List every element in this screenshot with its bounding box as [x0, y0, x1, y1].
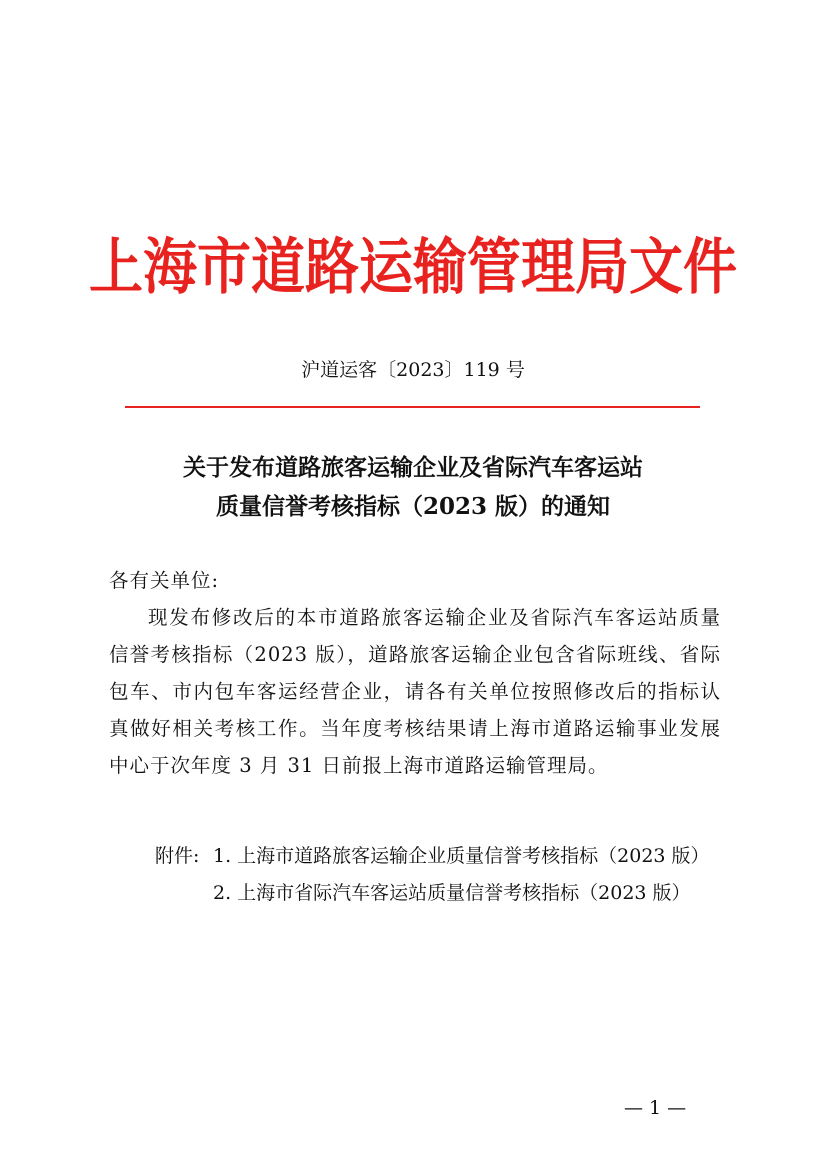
- notice-title-line-2: 质量信誉考核指标（2023 版）的通知: [215, 493, 611, 520]
- body-paragraph: 现发布修改后的本市道路旅客运输企业及省际汽车客运站质量信誉考核指标（2023 版），道路旅客运输企业包含省际班线、省际包车、市内包车客运经营企业，请各有关单位按照修改后的指标认真做好相关考核工作。当年度考核结果请上海市道路运输事业发展中心于次年度 3 月 31 日前报上海市道路运输管理局。: [109, 606, 721, 777]
- red-divider-line: [125, 406, 700, 408]
- salutation: 各有关单位:: [109, 569, 220, 592]
- attachment-item: 1. 上海市道路旅客运输企业质量信誉考核指标（2023 版）: [213, 845, 710, 867]
- attachments-label: 附件:: [155, 845, 200, 867]
- notice-title: [0, 448, 826, 526]
- attachments-list: [155, 838, 710, 912]
- document-number: 沪道运客〔2023〕119 号: [301, 359, 525, 381]
- masthead-title: 上海市道路运输管理局文件: [89, 230, 737, 302]
- attachment-item: 2. 上海市省际汽车客运站质量信誉考核指标（2023 版）: [213, 882, 691, 904]
- notice-body: [109, 562, 721, 784]
- notice-title-line-1: 关于发布道路旅客运输企业及省际汽车客运站: [183, 454, 643, 481]
- page-number: — 1 —: [624, 1097, 687, 1119]
